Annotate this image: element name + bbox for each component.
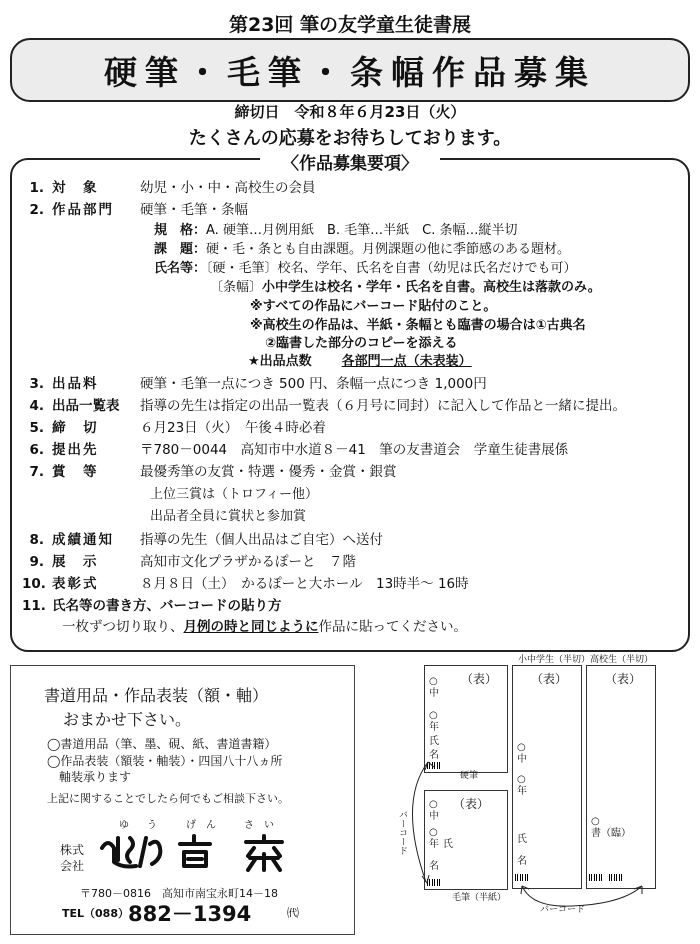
ad-list-item: 軸装承ります: [47, 770, 132, 784]
ad-tel-label: TEL（088）: [62, 907, 129, 920]
item-label: 賞 等: [52, 464, 99, 480]
ad-company-type: [60, 842, 84, 874]
item-label: 出品料: [52, 376, 99, 392]
sheet-grade: ○ 年: [429, 710, 439, 733]
item11-text-a: 一枚ずつ切り取り、: [62, 619, 184, 635]
name-label: 氏名等：: [154, 261, 207, 276]
sheet-name-2: 名: [517, 856, 527, 867]
count-row: [248, 352, 472, 371]
name-value: 〔硬・毛筆〕校名、学年、氏名を自書（幼児は氏名だけでも可）: [206, 261, 577, 276]
sheet-name-1: 氏: [443, 839, 453, 850]
theme-value: 硬・毛・条とも自由課題。月例課題の他に季節感のある題材。: [206, 242, 571, 257]
item-label: 作品部門: [52, 202, 114, 218]
company-type-2: 会社: [60, 859, 85, 873]
theme-row: [154, 240, 570, 259]
ad-headline: 書道用品・作品表装（額・軸）: [44, 686, 269, 705]
note-highschool-2: ②臨書した部分のコピーを添える: [265, 336, 458, 351]
sheet-school: ○ 中: [517, 742, 527, 765]
req-item-3: [22, 374, 487, 394]
req-item-4: [22, 396, 626, 416]
item-value: 硬筆・毛筆一点につき 500 円、条幅一点につき 1,000円: [140, 376, 487, 392]
prize-trophy: 上位三賞は（トロフィー他）: [150, 487, 318, 502]
jofuku-text: 小中学生は校名・学年・氏名を自書。高校生は落款のみ。: [262, 280, 601, 295]
sheet-front-label: （表）: [531, 672, 568, 686]
sheet-name-1: 氏: [429, 736, 439, 747]
ad-address: 〒780－0816 高知市南宝永町14－18: [80, 887, 278, 900]
spec-label: 規 格：: [154, 223, 207, 238]
item-number: 2.: [29, 202, 44, 218]
item-number: 4.: [29, 398, 44, 414]
ad-headline-2: おまかせ下さい。: [63, 710, 192, 729]
req-item-8: [22, 530, 383, 550]
item-label: 表彰式: [52, 576, 99, 592]
item-label: 氏名等の書き方、バーコードの貼り方: [52, 598, 282, 614]
count-value: 各部門一点（未表装）: [341, 354, 472, 369]
item-value: 高知市文化プラザかるぽーと ７階: [140, 554, 356, 570]
placement-diagram: [372, 650, 688, 934]
req-item-7: [22, 462, 397, 482]
item-label: 出品一覧表: [52, 398, 120, 414]
label-barcode: バーコード: [540, 905, 586, 915]
label-hardpen: 硬筆: [460, 771, 479, 781]
item-number: 9.: [29, 554, 44, 570]
item-value: ８月８日（土） かるぽーと大ホール 13時半～ 16時: [140, 576, 469, 592]
item-value: ６月23日（火） 午後４時必着: [140, 420, 326, 436]
item-number: 7.: [29, 464, 44, 480]
sheet-name-1: 氏: [517, 834, 527, 845]
item11-instruction: [62, 618, 467, 637]
ad-tel-number: 882－1394: [128, 902, 252, 926]
req-item-6: [22, 440, 568, 460]
sheet-front-label: （表）: [461, 672, 498, 686]
sheet-school: ○ 中: [429, 676, 439, 699]
item-number: 5.: [29, 420, 44, 436]
label-barcode-vertical: バーコード: [397, 810, 407, 855]
title-banner: [10, 38, 690, 102]
ad-note: 上記に関することでしたら何でもご相談下さい。: [47, 792, 289, 805]
item-label: 提出先: [52, 442, 99, 458]
req-item-9: [22, 552, 356, 572]
ad-ruby-2: う: [147, 820, 157, 831]
item-label: 成績通知: [52, 532, 114, 548]
banner-title: 硬筆・毛筆・条幅作品募集: [104, 52, 596, 92]
count-label: ★出品点数: [248, 354, 312, 369]
item-value: 指導の先生（個人出品はご自宅）へ送付: [140, 532, 383, 548]
ad-list-item: ◯作品表装（額装・軸装）・四国八十八ヵ所: [47, 754, 283, 768]
sheet-front-label: （表）: [605, 672, 642, 686]
item11-text-c: 作品に貼ってください。: [318, 619, 467, 635]
spec-row: [154, 221, 517, 240]
label-senior: 高校生（半切）: [590, 655, 654, 665]
item-number: 11.: [22, 598, 46, 614]
ad-ruby-3: げ: [186, 820, 196, 831]
label-brush: 毛筆（半紙）: [452, 893, 507, 903]
arrow-lines: [372, 650, 688, 934]
theme-label: 課 題：: [154, 242, 207, 257]
item11-text-b: 月例の時と同じように: [183, 619, 319, 635]
sheet-calligraphy: ○ 書（臨）: [591, 816, 631, 839]
event-subtitle: 第23回 筆の友学童生徒書展: [228, 14, 472, 36]
spec-value: A. 硬筆…月例用紙 B. 毛筆…半紙 C. 条幅…縦半切: [206, 223, 518, 238]
note-barcode: ※すべての作品にバーコード貼付のこと。: [250, 299, 497, 314]
sheet-grade: ○ 年: [517, 774, 527, 797]
sheet-name-2: 名: [429, 861, 439, 872]
item-number: 10.: [22, 576, 46, 592]
requirements-title: 〈作品募集要項〉: [260, 149, 440, 174]
req-item-2: [22, 200, 248, 220]
ad-ruby-1: ゆ: [119, 820, 129, 831]
name-row: [154, 259, 577, 278]
item-value: 硬筆・毛筆・条幅: [140, 202, 248, 218]
req-item-5: [22, 418, 326, 438]
ad-tel-suffix: ㈹: [287, 906, 300, 920]
ad-list-item: ◯書道用品（筆、墨、硯、紙、書道書籍）: [47, 737, 277, 751]
label-junior: 小中学生（半切）: [518, 655, 591, 665]
item-label: 締 切: [52, 420, 99, 436]
req-item-10: [22, 574, 469, 594]
req-item-1: [22, 178, 316, 198]
item-number: 3.: [29, 376, 44, 392]
company-type-1: 株式: [60, 843, 85, 857]
invite-line: たくさんの応募をお待ちしております。: [188, 128, 512, 149]
item-label: 対 象: [52, 180, 99, 196]
ad-ruby-5: さ: [244, 820, 254, 831]
item-value: 指導の先生は指定の出品一覧表（６月号に同封）に記入して作品と一緒に提出。: [140, 398, 626, 414]
sheet-front-label: （表）: [453, 797, 490, 811]
deadline-line: 締切日 令和８年６月23日（火）: [234, 103, 466, 121]
item-value: 〒780－0044 高知市中水道８－41 筆の友書道会 学童生徒書展係: [140, 442, 569, 458]
ad-ruby-6: い: [264, 820, 274, 831]
company-logo: [96, 830, 316, 875]
ad-ruby-4: ん: [206, 820, 216, 831]
item-value: 幼児・小・中・高校生の会員: [140, 180, 316, 196]
sheet-grade: ○ 年: [429, 827, 439, 850]
item-value: 最優秀筆の友賞・特選・優秀・金賞・銀賞: [140, 464, 397, 480]
sheet-school: ○ 中: [429, 799, 439, 822]
req-item-11: [22, 596, 282, 616]
note-highschool-1: ※高校生の作品は、半紙・条幅とも臨書の場合は①古典名: [250, 318, 586, 333]
item-number: 1.: [29, 180, 44, 196]
jofuku-row: [210, 278, 601, 297]
jofuku-label: 〔条幅〕: [210, 280, 263, 295]
item-label: 展 示: [52, 554, 99, 570]
item-number: 6.: [29, 442, 44, 458]
sheet-name-2: 名: [429, 750, 439, 761]
item-number: 8.: [29, 532, 44, 548]
prize-participation: 出品者全員に賞状と参加賞: [150, 509, 307, 524]
